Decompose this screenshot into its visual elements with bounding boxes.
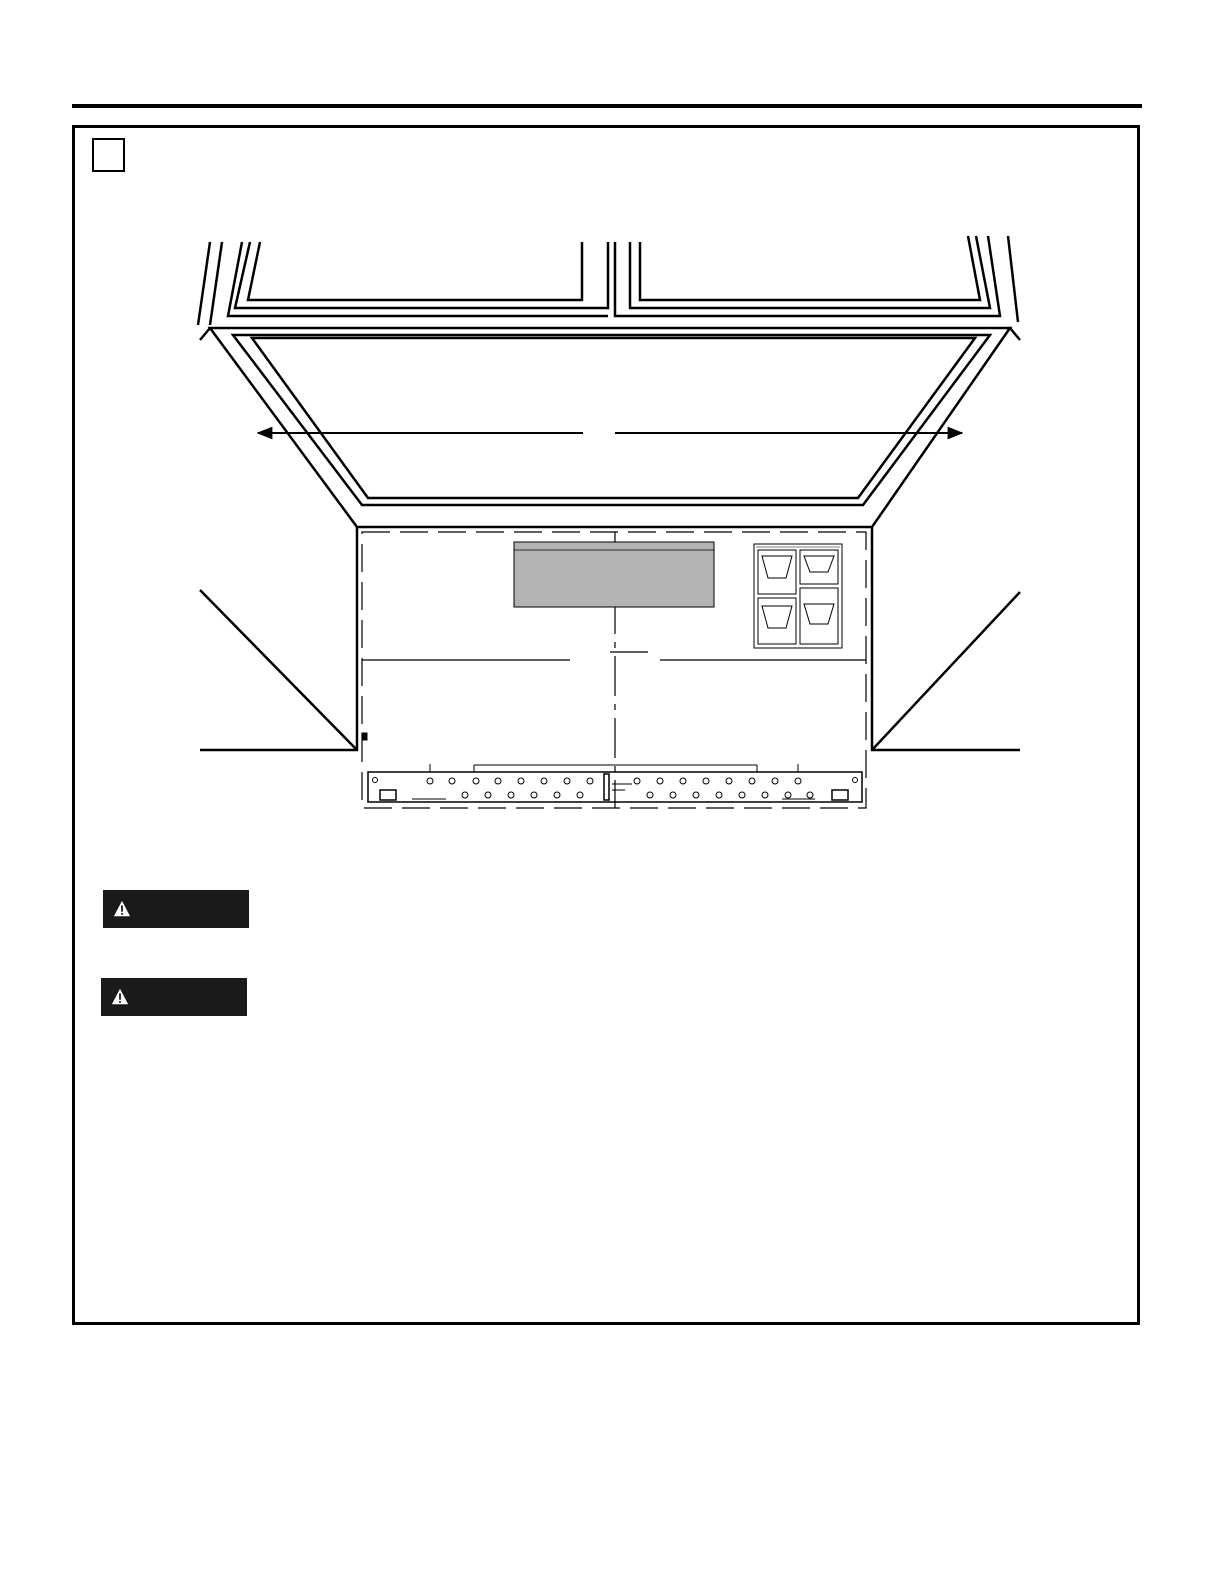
plate-hole [749,778,755,784]
installation-diagram [195,230,1025,820]
plate-hole [531,792,537,798]
plate-hole [587,778,593,784]
instruction-sheet [754,544,842,648]
plate-hole [508,792,514,798]
plate-hole [772,778,778,784]
plate-hole [449,778,455,784]
plate-hole [739,792,745,798]
plate-hole [693,792,699,798]
shaded-cutout-area [514,542,714,607]
plate-hole [541,778,547,784]
plate-hole [577,792,583,798]
plate-hole [554,792,560,798]
header-rule [72,104,1142,108]
warning-triangle-icon [111,988,129,1006]
plate-hole [647,792,653,798]
warning-triangle-icon [113,900,131,918]
plate-hole [703,778,709,784]
plate-hole [807,792,813,798]
plate-hole [518,778,524,784]
plate-hole [373,778,378,783]
plate-hole [485,792,491,798]
warning-badge [101,978,247,1016]
plate-hole [785,792,791,798]
cabinet-bottom-panel [200,328,1020,527]
plate-hole [495,778,501,784]
plate-hole [427,778,433,784]
plate-hole [564,778,570,784]
plate-hole [716,792,722,798]
upper-cabinet-doors [198,236,1018,325]
plate-hole [680,778,686,784]
plate-hole [726,778,732,784]
plate-hole [762,792,768,798]
warning-badge [103,890,249,928]
plate-hole [853,778,858,783]
step-number-box [92,138,125,172]
plate-hole [670,792,676,798]
plate-hole [634,778,640,784]
plate-hole [657,778,663,784]
plate-hole [473,778,479,784]
plate-hole [795,778,801,784]
plate-hole [462,792,468,798]
